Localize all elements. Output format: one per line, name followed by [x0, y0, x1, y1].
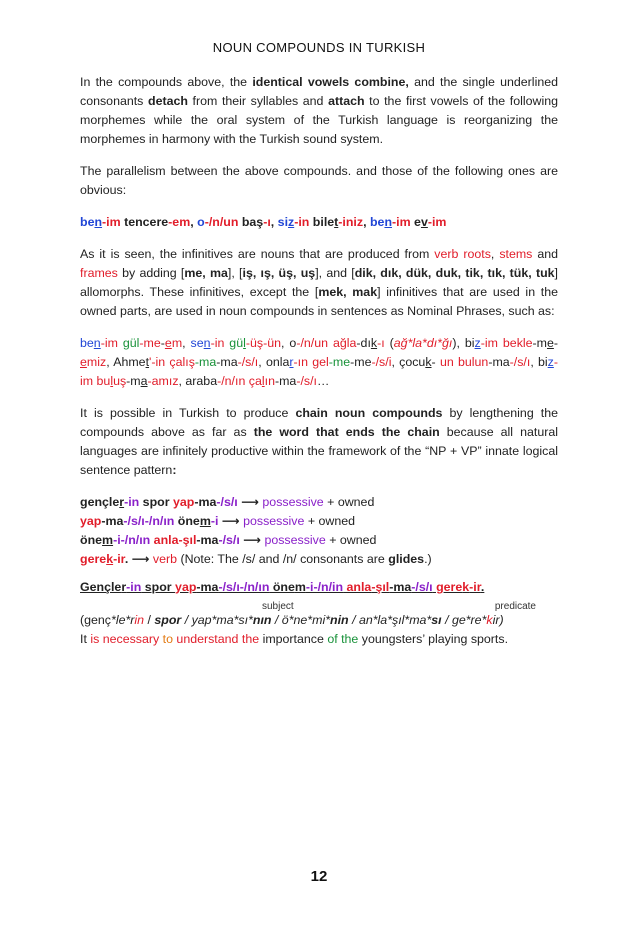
text: -ma	[101, 514, 124, 528]
page-header: NOUN COMPOUNDS IN TURKISH	[212, 40, 426, 55]
text: and the single underlined consonants	[80, 75, 558, 108]
text: -/n/ın	[217, 374, 246, 388]
text: + owned	[323, 495, 375, 509]
text: gül	[117, 336, 140, 350]
text: / an*la*şıl*ma*	[348, 613, 432, 627]
text: ağ*la*dı*ğı	[393, 336, 453, 350]
text: -/n/un	[204, 215, 239, 229]
text: l	[243, 336, 246, 350]
bold-text: identical vowels combine,	[252, 75, 409, 89]
text: n	[93, 336, 101, 350]
text: ,	[490, 247, 500, 261]
text: l	[261, 374, 265, 388]
text: gel	[308, 355, 329, 369]
text: m	[171, 336, 183, 350]
text: -iniz	[338, 215, 364, 229]
text: -em	[168, 215, 191, 229]
text: and	[532, 247, 558, 261]
text: m	[294, 580, 306, 594]
text: -im	[102, 215, 121, 229]
text: -ma	[216, 355, 238, 369]
text: -in	[124, 495, 140, 509]
text: z	[288, 215, 295, 229]
text: verb roots	[434, 247, 491, 261]
text: / yap*ma*sı*	[181, 613, 253, 627]
arrow-icon: ⟶	[218, 514, 244, 528]
text: possessive	[243, 514, 305, 528]
syllable-parse	[80, 611, 558, 630]
text: -amız	[147, 374, 179, 388]
text: e	[546, 336, 554, 350]
arrow-icon: ⟶	[239, 533, 265, 547]
text: ] infinitives that are used in the owned parts, are used in noun compounds in sentences as Nominal Phrases, such as:	[80, 285, 559, 318]
text: '-in	[149, 355, 166, 369]
text: , Ahme	[106, 355, 146, 369]
text: bulun	[453, 355, 489, 369]
text: -ma	[196, 580, 219, 594]
text: yap	[80, 514, 102, 528]
text: l	[110, 374, 114, 388]
text: gere	[80, 552, 107, 566]
spacer	[80, 149, 558, 162]
text: -	[431, 355, 436, 369]
text: by adding [	[117, 266, 185, 280]
text: nın	[252, 613, 272, 627]
bold-text: the word that ends the chain	[253, 425, 440, 439]
text: -/n/un	[296, 336, 329, 350]
example-line-1	[80, 213, 558, 232]
text: + owned	[325, 533, 377, 547]
text: e	[80, 355, 87, 369]
text: un	[439, 355, 454, 369]
text: k	[425, 355, 432, 369]
text: -/s/ı-/n/ın	[218, 580, 270, 594]
text: -ma	[194, 355, 217, 369]
text: be	[80, 215, 95, 229]
bold-text: detach	[148, 94, 188, 108]
paragraph-4	[80, 404, 558, 480]
text: k	[486, 613, 493, 627]
text: As it is seen, the infinitives are nouns that are produced from	[80, 247, 435, 261]
text: k	[370, 336, 378, 350]
text: çalış	[165, 355, 195, 369]
text: ın	[264, 374, 275, 388]
text: / ö*ne*mi*	[271, 613, 331, 627]
text: n	[94, 215, 103, 229]
text: be	[369, 215, 385, 229]
text: -i-/n/in	[305, 580, 344, 594]
text: r	[119, 495, 125, 509]
text: -ı	[263, 215, 271, 229]
text: yap	[175, 580, 197, 594]
text: n	[203, 336, 211, 350]
text: ], [	[227, 266, 243, 280]
chain-row-1	[80, 493, 558, 512]
text: understand	[176, 632, 239, 646]
text: -ı	[377, 336, 385, 350]
text: r	[121, 580, 127, 594]
arrow-icon: . ⟶	[124, 552, 153, 566]
text: ,	[270, 215, 278, 229]
text: importance	[262, 632, 328, 646]
arrow-icon: ⟶	[237, 495, 263, 509]
text: /	[144, 613, 155, 627]
text: o	[197, 215, 205, 229]
text: r	[289, 355, 294, 369]
text: be	[80, 336, 94, 350]
text: -	[553, 336, 559, 350]
text: m	[102, 533, 114, 547]
text: possessive	[264, 533, 326, 547]
text: -/s/ı-/n/ın	[123, 514, 175, 528]
text: Gençle	[80, 580, 122, 594]
text: z	[547, 355, 554, 369]
full-chain-sentence	[80, 578, 558, 597]
text: baş	[238, 215, 264, 229]
predicate-label: predicate	[494, 601, 536, 612]
bold-text: dik, dık, dük, duk, tik, tık, tük, tuk	[354, 266, 555, 280]
text: -me	[350, 355, 372, 369]
text: -/s/ı	[218, 533, 240, 547]
text: öne	[174, 514, 200, 528]
text: It	[80, 632, 91, 646]
text: -ir	[469, 580, 481, 594]
text: ], and [	[315, 266, 355, 280]
paragraph-2: The parallelism between the above compounds. and those of the following ones are obvious:	[80, 164, 558, 197]
text: -/s/ı	[296, 374, 317, 388]
text: anla	[150, 533, 179, 547]
text: k	[462, 580, 470, 594]
text: , onla	[258, 355, 290, 369]
text: in	[134, 613, 145, 627]
text: (	[384, 336, 394, 350]
text: öne	[269, 580, 295, 594]
text: verb	[152, 552, 178, 566]
text: by lengthening the compounds above as far as	[80, 406, 559, 439]
text: -im	[100, 336, 118, 350]
text: , araba	[178, 374, 218, 388]
text: + owned	[304, 514, 356, 528]
spacer	[80, 391, 558, 404]
text: -üş	[245, 336, 264, 350]
text: m	[199, 514, 211, 528]
text: the	[238, 632, 263, 646]
text: a	[140, 374, 148, 388]
text: gü	[224, 336, 244, 350]
paragraph-3	[80, 245, 558, 321]
text: gere	[432, 580, 463, 594]
text: bu	[93, 374, 111, 388]
spacer	[80, 321, 558, 334]
text: miz	[86, 355, 107, 369]
text: bile	[309, 215, 335, 229]
text: bekle	[502, 336, 533, 350]
text: because all natural languages are infinitely productive within the framework of the “NP + VP” innate logical sentence pattern	[80, 425, 558, 477]
text: -dı	[356, 336, 371, 350]
text: spor	[139, 495, 173, 509]
text: nin	[330, 613, 349, 627]
text: sı	[431, 613, 442, 627]
translation	[80, 630, 558, 649]
text: to	[159, 632, 177, 646]
text: -	[160, 336, 165, 350]
text: -ma	[194, 495, 217, 509]
text: ağla	[328, 336, 357, 350]
text: , bi	[530, 355, 548, 369]
paragraph-1	[80, 73, 558, 149]
text: -şıl	[371, 580, 390, 594]
text: -in	[210, 336, 225, 350]
text: spor	[154, 613, 182, 627]
text: -ma	[389, 580, 412, 594]
text: ] allomorphs. These infinitives, except the [	[80, 266, 558, 299]
text: of the	[327, 632, 359, 646]
text: -ün	[263, 336, 282, 350]
text: -ir	[113, 552, 125, 566]
text: -me	[139, 336, 161, 350]
text: uş	[113, 374, 127, 388]
chain-row-4	[80, 550, 558, 569]
page-number: 12	[310, 868, 328, 885]
text: …	[316, 374, 330, 388]
text: (genç	[80, 613, 111, 627]
text: gençle	[80, 495, 120, 509]
chain-row-2	[80, 512, 558, 531]
text: tencere	[120, 215, 169, 229]
text: -/s/ı	[509, 355, 531, 369]
text: -/s/ı	[411, 580, 433, 594]
subject-label: subject	[262, 601, 294, 612]
text: -/s/ı	[216, 495, 238, 509]
text: -ma	[488, 355, 510, 369]
text: It is possible in Turkish to produce	[80, 406, 296, 420]
text: to the first vowels of the following morphemes while the oral system of the Turkish language is reorganizing the morphemes in harmony with the Turkish sound system.	[80, 94, 558, 146]
text: -şıl	[178, 533, 197, 547]
text: ), bi	[452, 336, 475, 350]
text: ,	[190, 215, 198, 229]
spacer	[80, 480, 558, 493]
text: öne	[80, 533, 103, 547]
text: -me	[328, 355, 351, 369]
text: ,	[182, 336, 186, 350]
text: -im	[427, 215, 447, 229]
text: t	[145, 355, 150, 369]
text: .)	[424, 552, 432, 566]
text: -/s/ı	[237, 355, 259, 369]
bold-text: me, ma	[184, 266, 228, 280]
text: ir)	[492, 613, 504, 627]
spacer	[80, 569, 558, 578]
text: yap	[172, 495, 195, 509]
text: -im	[392, 215, 411, 229]
bold-text: chain noun compounds	[295, 406, 443, 420]
text: v	[420, 215, 428, 229]
text: se	[185, 336, 204, 350]
spacer	[80, 200, 558, 213]
page-content	[80, 73, 558, 649]
text: ça	[245, 374, 262, 388]
text: z	[474, 336, 481, 350]
text: -ma	[196, 533, 219, 547]
text: -im	[80, 355, 558, 388]
text: -m	[532, 336, 547, 350]
text: -ma	[274, 374, 297, 388]
text: si	[277, 215, 289, 229]
example-block-2	[80, 334, 558, 391]
text: -ın	[293, 355, 308, 369]
text: e	[410, 215, 421, 229]
text: n	[384, 215, 393, 229]
bold-text: mek, mak	[318, 285, 378, 299]
text: -in	[126, 580, 142, 594]
chain-row-3	[80, 531, 558, 550]
text: youngsters’ playing sports.	[358, 632, 509, 646]
text: , çocu	[391, 355, 426, 369]
text: -/s/i	[371, 355, 392, 369]
text: anla	[343, 580, 372, 594]
text: , o	[281, 336, 297, 350]
text: k	[106, 552, 114, 566]
bold-text: glides	[388, 552, 425, 566]
spacer	[80, 232, 558, 245]
text: -in	[294, 215, 310, 229]
text: frames	[80, 266, 118, 280]
bold-text: attach	[328, 94, 365, 108]
text: t	[334, 215, 339, 229]
bold-text: :	[172, 463, 177, 477]
text: e	[164, 336, 172, 350]
text: / ge*re*	[441, 613, 487, 627]
text: *le*r	[111, 613, 135, 627]
text: -m	[126, 374, 141, 388]
text: stems	[499, 247, 533, 261]
text: -i-/n/ın	[113, 533, 151, 547]
phrase-labels	[80, 597, 558, 611]
text: is necessary	[90, 632, 160, 646]
text: from their syllables and	[187, 94, 329, 108]
text: (Note: The /s/ and /n/ consonants are	[177, 552, 389, 566]
text: ,	[363, 215, 370, 229]
text: possessive	[262, 495, 324, 509]
text: spor	[141, 580, 176, 594]
text: In the compounds above, the	[80, 75, 253, 89]
text: -im	[480, 336, 498, 350]
bold-text: iş, ış, üş, uş	[242, 266, 316, 280]
text: .	[480, 580, 485, 594]
text: -i	[210, 514, 219, 528]
